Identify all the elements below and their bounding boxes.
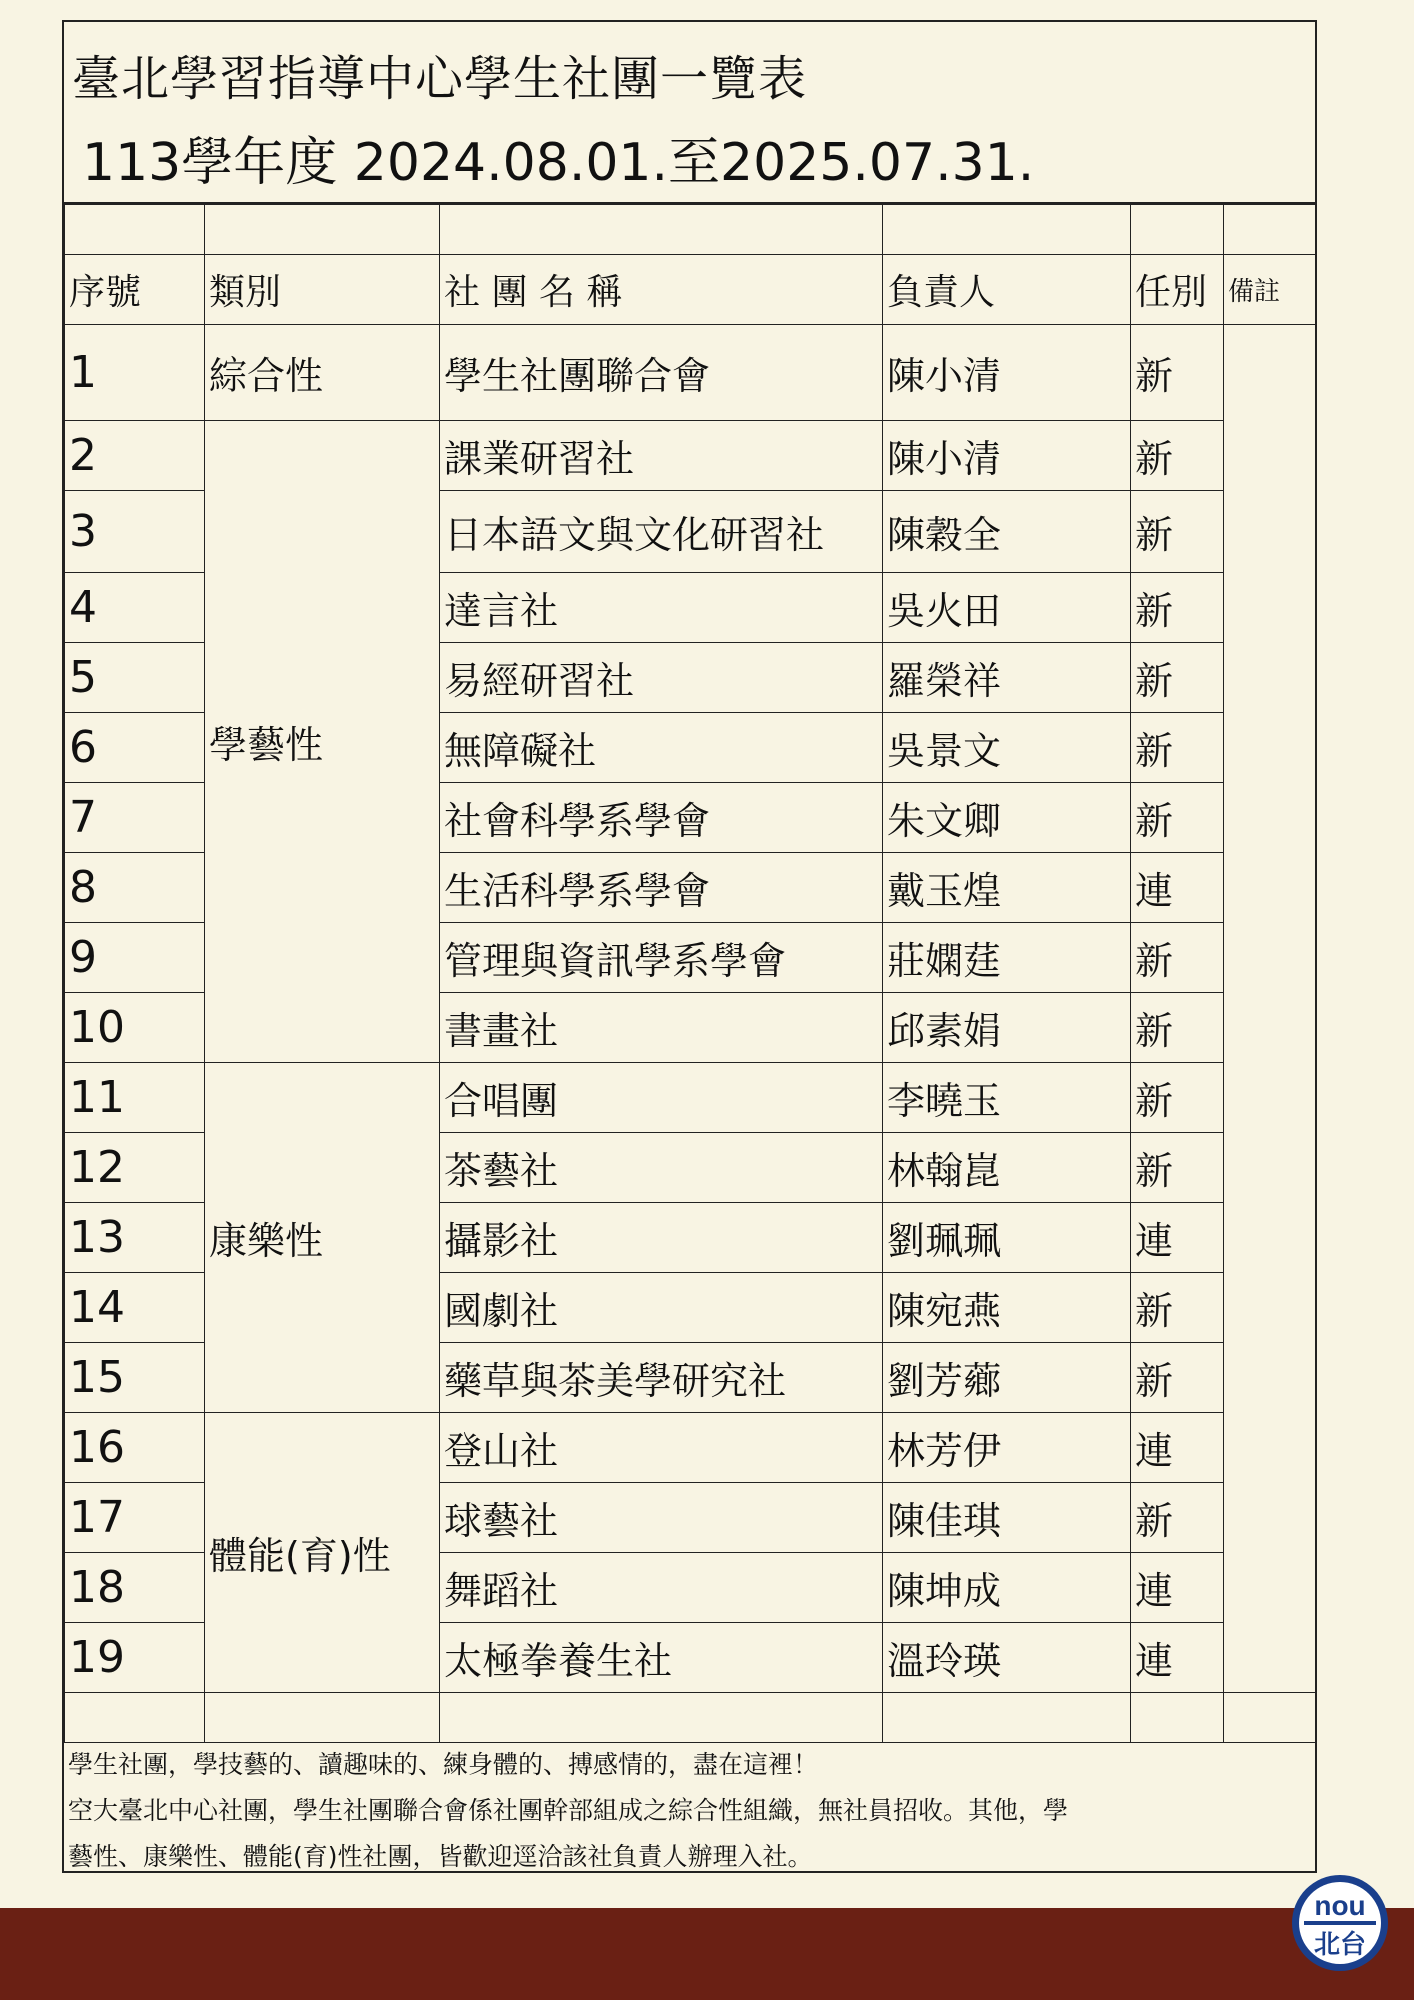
term-type: 新 — [1131, 325, 1224, 421]
notes-block — [64, 1732, 1315, 1871]
term-type: 連 — [1131, 1413, 1224, 1483]
term-type: 新 — [1131, 923, 1224, 993]
blank-top-row — [65, 205, 1316, 255]
row-number: 4 — [65, 573, 205, 643]
header-category: 類別 — [205, 255, 440, 325]
term-type: 新 — [1131, 491, 1224, 573]
club-name: 登山社 — [440, 1413, 883, 1483]
term-type: 新 — [1131, 1063, 1224, 1133]
row-number: 9 — [65, 923, 205, 993]
category-cell: 學藝性 — [205, 421, 440, 1063]
term-type: 連 — [1131, 1553, 1224, 1623]
club-name: 日本語文與文化研習社 — [440, 491, 883, 573]
person-in-charge: 陳宛燕 — [883, 1273, 1131, 1343]
term-type: 新 — [1131, 573, 1224, 643]
header-row — [65, 255, 1316, 325]
page-title: 臺北學習指導中心學生社團一覽表 — [72, 51, 808, 107]
club-name: 攝影社 — [440, 1203, 883, 1273]
person-in-charge: 吳景文 — [883, 713, 1131, 783]
club-name: 舞蹈社 — [440, 1553, 883, 1623]
row-number: 1 — [65, 325, 205, 421]
person-in-charge: 溫玲瑛 — [883, 1623, 1131, 1693]
club-name: 達言社 — [440, 573, 883, 643]
club-name: 學生社團聯合會 — [440, 325, 883, 421]
header-remark: 備註 — [1224, 255, 1316, 325]
table-row — [65, 1063, 1316, 1133]
footer-bar — [0, 1908, 1414, 2000]
club-name: 太極拳養生社 — [440, 1623, 883, 1693]
term-type: 新 — [1131, 1343, 1224, 1413]
club-name: 無障礙社 — [440, 713, 883, 783]
club-name: 易經研習社 — [440, 643, 883, 713]
term-type: 新 — [1131, 421, 1224, 491]
person-in-charge: 陳坤成 — [883, 1553, 1131, 1623]
club-name: 管理與資訊學系學會 — [440, 923, 883, 993]
row-number: 19 — [65, 1623, 205, 1693]
person-in-charge: 李曉玉 — [883, 1063, 1131, 1133]
term-type: 新 — [1131, 1483, 1224, 1553]
header-no: 序號 — [65, 255, 205, 325]
club-name: 藥草與茶美學研究社 — [440, 1343, 883, 1413]
term-type: 新 — [1131, 1273, 1224, 1343]
row-number: 7 — [65, 783, 205, 853]
club-table — [64, 204, 1316, 1743]
remark-cell — [1224, 325, 1316, 1693]
header-term: 任別 — [1131, 255, 1224, 325]
club-name: 書畫社 — [440, 993, 883, 1063]
header-club: 社 團 名 稱 — [440, 255, 883, 325]
logo-bottom-text: 北台 — [1313, 1930, 1367, 1960]
table-row — [65, 1413, 1316, 1483]
row-number: 16 — [65, 1413, 205, 1483]
club-name: 合唱團 — [440, 1063, 883, 1133]
club-name: 國劇社 — [440, 1273, 883, 1343]
note-line: 學生社團，學技藝的、讀趣味的、練身體的、搏感情的，盡在這裡！ — [68, 1750, 819, 1779]
club-list-sheet — [62, 20, 1317, 1873]
row-number: 12 — [65, 1133, 205, 1203]
category-cell: 體能(育)性 — [205, 1413, 440, 1693]
header-person: 負責人 — [883, 255, 1131, 325]
club-name: 社會科學系學會 — [440, 783, 883, 853]
person-in-charge: 劉珮珮 — [883, 1203, 1131, 1273]
row-number: 18 — [65, 1553, 205, 1623]
club-name: 課業研習社 — [440, 421, 883, 491]
term-type: 連 — [1131, 853, 1224, 923]
note-line: 空大臺北中心社團，學生社團聯合會係社團幹部組成之綜合性組織，無社員招收。其他，學 — [68, 1796, 1069, 1825]
person-in-charge: 林翰崑 — [883, 1133, 1131, 1203]
person-in-charge: 陳穀全 — [883, 491, 1131, 573]
row-number: 2 — [65, 421, 205, 491]
term-type: 新 — [1131, 993, 1224, 1063]
person-in-charge: 朱文卿 — [883, 783, 1131, 853]
row-number: 14 — [65, 1273, 205, 1343]
table-row — [65, 421, 1316, 491]
person-in-charge: 羅榮祥 — [883, 643, 1131, 713]
person-in-charge: 莊嫻莛 — [883, 923, 1131, 993]
row-number: 8 — [65, 853, 205, 923]
person-in-charge: 林芳伊 — [883, 1413, 1131, 1483]
row-number: 3 — [65, 491, 205, 573]
logo-top-text: nou — [1314, 1890, 1366, 1921]
term-type: 新 — [1131, 643, 1224, 713]
person-in-charge: 陳佳琪 — [883, 1483, 1131, 1553]
term-type: 新 — [1131, 783, 1224, 853]
category-cell: 綜合性 — [205, 325, 440, 421]
term-type: 連 — [1131, 1623, 1224, 1693]
term-type: 連 — [1131, 1203, 1224, 1273]
person-in-charge: 劉芳薌 — [883, 1343, 1131, 1413]
row-number: 10 — [65, 993, 205, 1063]
term-type: 新 — [1131, 1133, 1224, 1203]
person-in-charge: 戴玉煌 — [883, 853, 1131, 923]
note-line: 藝性、康樂性、體能(育)性社團，皆歡迎逕洽該社負責人辦理入社。 — [68, 1842, 813, 1871]
row-number: 15 — [65, 1343, 205, 1413]
row-number: 6 — [65, 713, 205, 783]
club-name: 球藝社 — [440, 1483, 883, 1553]
row-number: 13 — [65, 1203, 205, 1273]
category-cell: 康樂性 — [205, 1063, 440, 1413]
person-in-charge: 陳小清 — [883, 325, 1131, 421]
row-number: 5 — [65, 643, 205, 713]
table-row — [65, 325, 1316, 421]
nou-taipei-logo — [1290, 1873, 1390, 1973]
academic-year-subtitle: 113學年度 2024.08.01.至2025.07.31. — [82, 133, 1035, 193]
term-type: 新 — [1131, 713, 1224, 783]
row-number: 17 — [65, 1483, 205, 1553]
title-block — [64, 22, 1315, 204]
person-in-charge: 陳小清 — [883, 421, 1131, 491]
row-number: 11 — [65, 1063, 205, 1133]
club-name: 茶藝社 — [440, 1133, 883, 1203]
person-in-charge: 吳火田 — [883, 573, 1131, 643]
club-name: 生活科學系學會 — [440, 853, 883, 923]
person-in-charge: 邱素娟 — [883, 993, 1131, 1063]
